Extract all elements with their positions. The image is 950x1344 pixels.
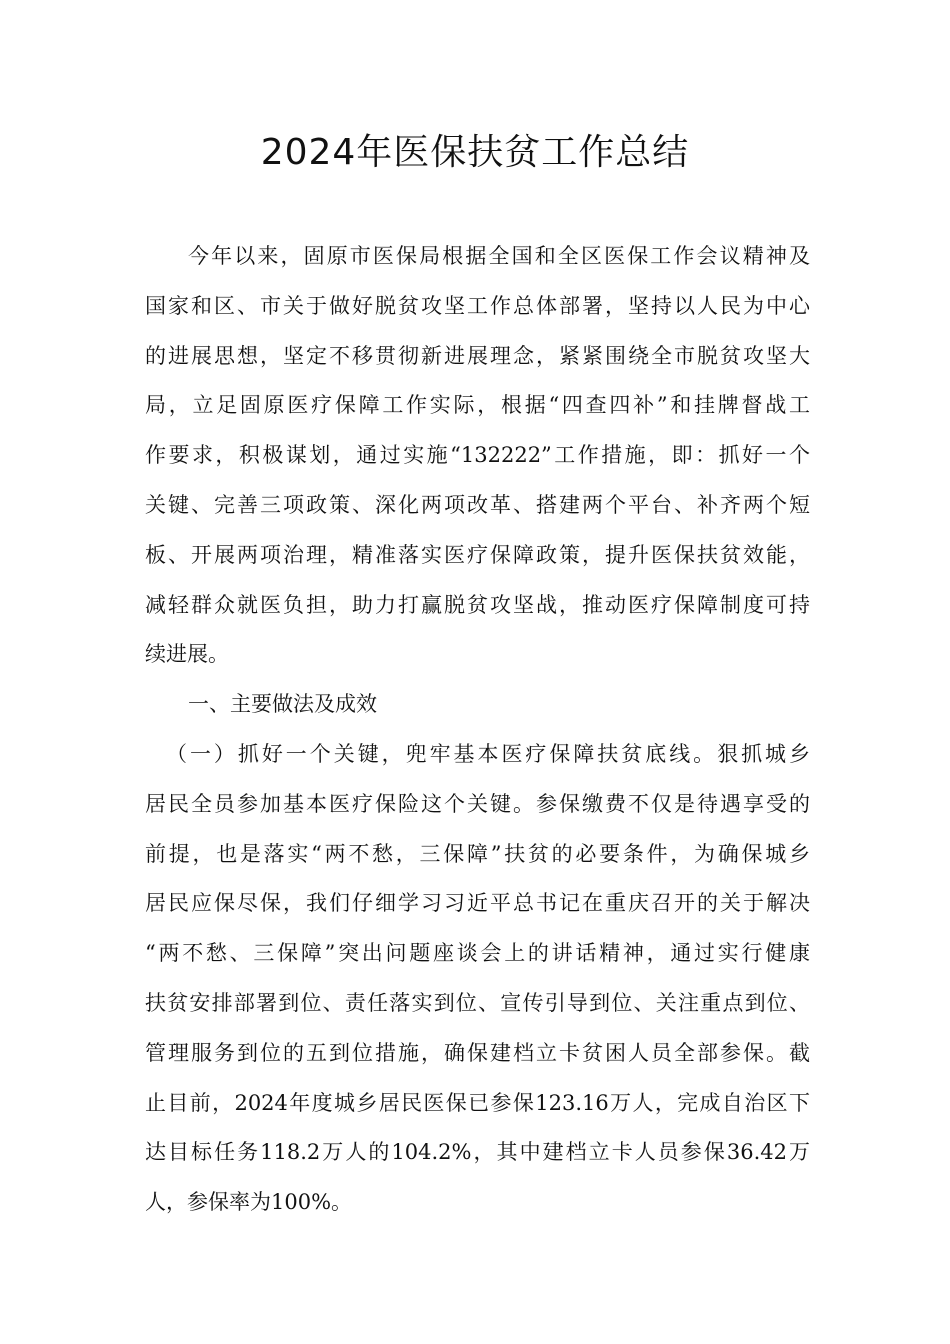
text-line: 居民应保尽保，我们仔细学习习近平总书记在重庆召开的关于解决: [145, 891, 810, 916]
document-body: [145, 232, 810, 1228]
text-line: 前提，也是落实“两不愁，三保障”扶贫的必要条件，为确保城乡: [145, 841, 810, 866]
text-line: 达目标任务118.2万人的104.2%，其中建档立卡人员参保36.42万: [145, 1140, 810, 1165]
text-line: （一）抓好一个关键，兜牢基本医疗保障扶贫底线。狠抓城乡: [166, 741, 810, 766]
text-line: 局，立足固原医疗保障工作实际，根据“四查四补”和挂牌督战工: [145, 393, 810, 418]
text-line: 止目前，2024年度城乡居民医保已参保123.16万人，完成自治区下: [145, 1090, 810, 1115]
text-line: 关键、完善三项政策、深化两项改革、搭建两个平台、补齐两个短: [145, 492, 810, 517]
text-line: 居民全员参加基本医疗保险这个关键。参保缴费不仅是待遇享受的: [145, 791, 810, 816]
text-line: 的进展思想，坚定不移贯彻新进展理念，紧紧围绕全市脱贫攻坚大: [145, 343, 810, 368]
text-line: 板、开展两项治理，精准落实医疗保障政策，提升医保扶贫效能，: [145, 542, 810, 567]
section-heading: 一、主要做法及成效: [188, 692, 377, 717]
text-line: 国家和区、市关于做好脱贫攻坚工作总体部署，坚持以人民为中心: [145, 293, 810, 318]
text-line: 减轻群众就医负担，助力打赢脱贫攻坚战，推动医疗保障制度可持: [145, 592, 810, 617]
text-line: 续进展。: [145, 642, 229, 667]
text-line: 作要求，积极谋划，通过实施“132222”工作措施，即：抓好一个: [145, 443, 810, 468]
text-line: “两不愁、三保障”突出问题座谈会上的讲话精神，通过实行健康: [145, 941, 810, 966]
document-title: 2024年医保扶贫工作总结: [260, 132, 690, 173]
text-line: 人，参保率为100%。: [145, 1190, 353, 1215]
text-line: 管理服务到位的五到位措施，确保建档立卡贫困人员全部参保。截: [145, 1040, 810, 1065]
text-line: 今年以来，固原市医保局根据全国和全区医保工作会议精神及: [188, 244, 810, 268]
text-line: 扶贫安排部署到位、责任落实到位、宣传引导到位、关注重点到位、: [145, 990, 810, 1015]
